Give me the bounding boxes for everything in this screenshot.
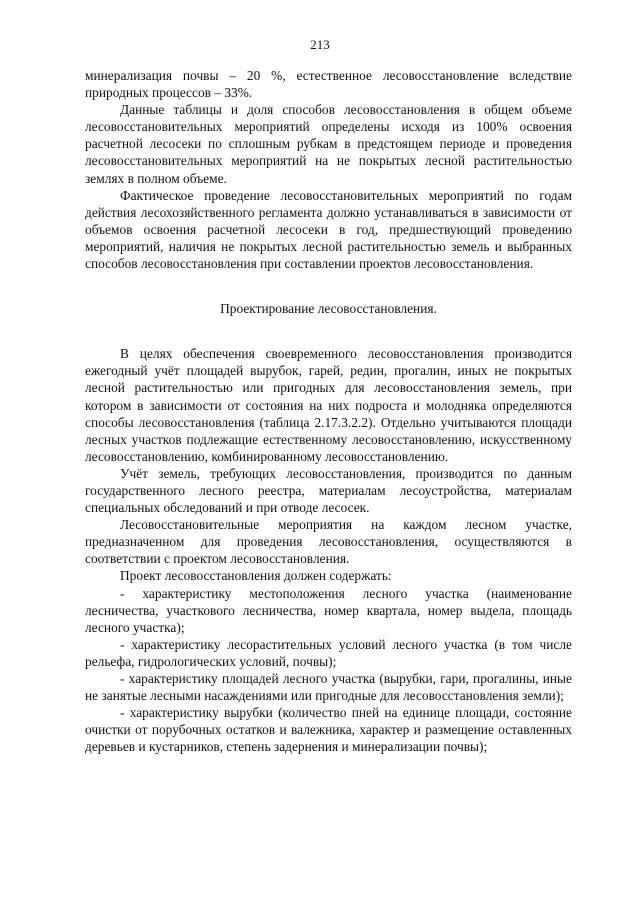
- paragraph: Фактическое проведение лесовосстановительных мероприятий по годам действия лесохозяйственного регламента должно устанавливаться в зависимости от объемов освоения расчетной лесосеки в год, предшествующий проведению мероприятий, наличия не покрытых лесной растительностью земель и выбранных способов лесовосстановления при составлении проектов лесовосстановления.: [85, 187, 572, 272]
- paragraph: Данные таблицы и доля способов лесовосстановления в общем объеме лесовосстановительных мероприятий определены исходя из 100% освоения расчетной лесосеки по сплошным рубкам в предстоящем периоде и проведения лесовосстановительных мероприятий на не покрытых лесной растительностью землях в полном объеме.: [85, 102, 572, 186]
- list-item: - характеристику местоположения лесного участка (наименование лесничества, участкового лесничества, номер квартала, номер выдела, площадь лесного участка);: [85, 585, 572, 635]
- paragraph: В целях обеспечения своевременного лесовосстановления производится ежегодный учёт площадей вырубок, гарей, редин, прогалин, иных не покрытых лесной растительностью или пригодных для лесовосстановления земель, при котором в зависимости от состояния на них подроста и молодняка определяются способы лесовосстановления (таблица 2.17.3.2.2). Отдельно учитываются площади лесных участков подлежащие естественному лесовосстановлению, искусственному лесовосстановлению, комбинированному лесовосстановлению.: [85, 346, 572, 464]
- page-number: 213: [310, 37, 330, 52]
- list-item: - характеристику площадей лесного участка (вырубки, гари, прогалины, иные не занятые лесными насаждениями или пригодные для лесовосстановления земли);: [85, 671, 572, 704]
- list-item: - характеристику вырубки (количество пней на единице площади, состояние очистки от порубочных остатков и валежника, характер и размещение оставленных деревьев и кустарников, степень задернения и минерализации почвы);: [85, 705, 572, 755]
- paragraph: минерализация почвы – 20 %, естественное лесовосстановление вследствие природных процессов – 33%.: [85, 68, 572, 101]
- document-body: [85, 67, 572, 755]
- paragraph: Учёт земель, требующих лесовосстановления, производится по данным государственного лесного реестра, материалам лесоустройства, материалам специальных обследований и при отводе лесосек.: [85, 465, 572, 516]
- paragraph: Лесовосстановительные мероприятия на каждом лесном участке, предназначенном для проведения лесовосстановления, осуществляются в соответствии с проектом лесовосстановления.: [85, 517, 572, 567]
- list-item: - характеристику лесорастительных условий лесного участка (в том числе рельефа, гидрологических условий, почвы);: [85, 636, 572, 669]
- paragraph: Проект лесовосстановления должен содержать:: [120, 568, 392, 584]
- section-heading: Проектирование лесовосстановления.: [220, 301, 437, 317]
